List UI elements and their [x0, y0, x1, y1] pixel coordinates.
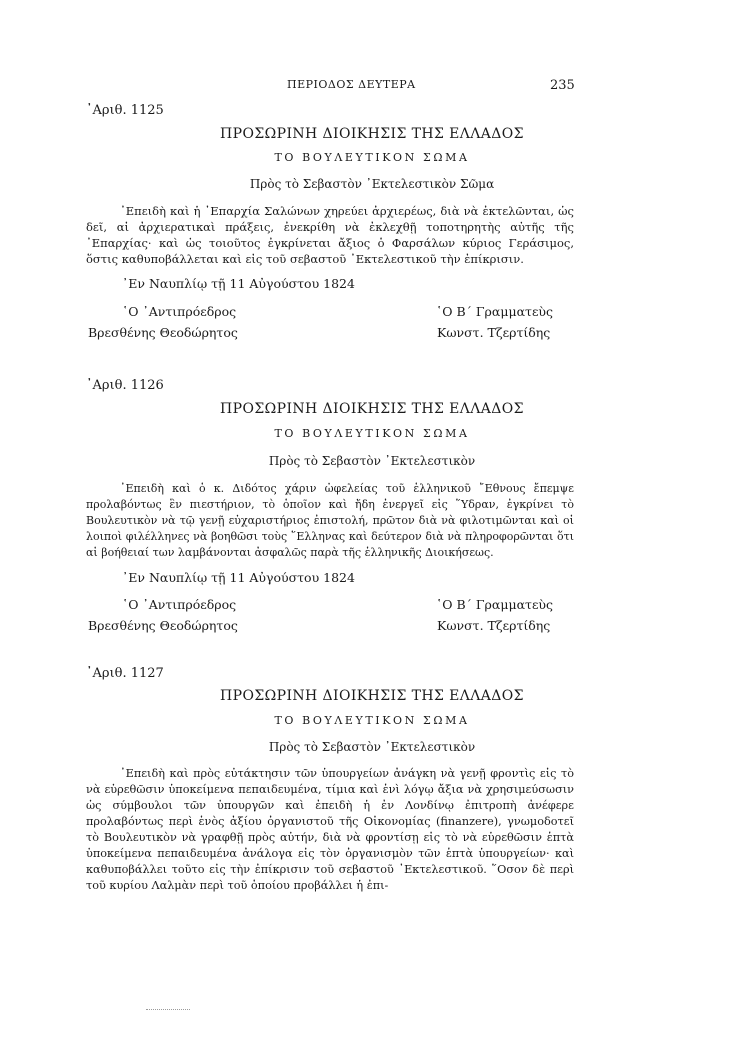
- signatory-left-role: ῾Ο ᾿Αντιπρόεδρος: [122, 597, 237, 612]
- entry-body: ᾿Επειδὴ καὶ πρὸς εὐτάκτησιν τῶν ὑπουργείων ἀνάγκη νὰ γενῇ φροντὶς εἰς τὸ νὰ εὑρεθῶσιν ὑποκείμενα πεπαιδευμένα, τίμια καὶ ἑνὶ λόγῳ ἄξια νὰ χρησιμεύσωσιν ὡς σύμβουλοι τῶν ὑπουργῶν καὶ ἐπειδὴ ἡ ἐν Λονδίνῳ ἐπιτροπὴ ἀνέφερε προλαβόντως περὶ ἑνὸς ἀξίου ὀργανιστοῦ τῆς Οἰκονομίας (finanzere), γνωμοδοτεῖ τὸ Βουλευτικὸν νὰ γραφθῇ πρὸς αὐτήν, διὰ νὰ φροντίσῃ εἰς τὸ νὰ εὑρεθῶσιν ἑπτὰ ὑποκείμενα πεπαιδευμένα ἀνάλογα εἰς τὸν ὀργανισμὸν τῶν ἑπτὰ ὑπουργείων· καὶ καθυποβάλλει τοῦτο εἰς τὴν ἐπίκρισιν τοῦ σεβαστοῦ ᾿Εκτελεστικοῦ. ῞Οσον δὲ περὶ τοῦ κυρίου Λαλμὰν περὶ τοῦ ὁποίου προβάλλει ἡ ἐπι-: [86, 767, 574, 892]
- entry-addressee: Πρὸς τὸ Σεβαστὸν ᾿Εκτελεστικὸν: [268, 740, 476, 754]
- entry-addressee: Πρὸς τὸ Σεβαστὸν ᾿Εκτελεστικὸν: [268, 454, 476, 468]
- running-title: ΠΕΡΙΟΔΟΣ ΔΕΥΤΕΡΑ: [287, 78, 416, 91]
- page-number: 235: [550, 78, 575, 93]
- entry-number: ᾿Αριθ. 1126: [86, 378, 164, 393]
- entry-title: ΠΡΟΣΩΡΙΝΗ ΔΙΟΙΚΗΣΙΣ ΤΗΣ ΕΛΛΑΔΟΣ: [220, 401, 524, 417]
- signatory-right-role: ῾Ο Β΄ Γραμματεὺς: [436, 597, 554, 612]
- entry-subtitle: ΤΟ ΒΟΥΛΕΥΤΙΚΟΝ ΣΩΜΑ: [274, 151, 470, 164]
- entry-date: ᾿Εν Ναυπλίῳ τῇ 11 Αὐγούστου 1824: [122, 276, 355, 291]
- entry-number: ᾿Αριθ. 1125: [86, 103, 164, 118]
- signatory-left-name: Βρεσθένης Θεοδώρητος: [88, 325, 238, 340]
- entry-subtitle: ΤΟ ΒΟΥΛΕΥΤΙΚΟΝ ΣΩΜΑ: [274, 427, 470, 440]
- entry-body: ᾿Επειδὴ καὶ ἡ ᾿Επαρχία Σαλώνων χηρεύει ἀρχιερέως, διὰ νὰ ἐκτελῶνται, ὡς δεῖ, αἱ ἀρχιερατικαὶ πράξεις, ἐνεκρίθη νὰ ἐκλεχθῇ τοποτηρητὴς αὐτῆς τῆς ᾿Επαρχίας· καὶ ὡς τοιοῦτος ἐγκρίνεται ἄξιος ὁ Φαρσάλων κύριος Γεράσιμος, ὅστις καθυποβάλλεται καὶ εἰς τοῦ σεβαστοῦ ᾿Εκτελεστικοῦ τὴν ἐπίκρισιν.: [86, 204, 574, 266]
- entry-title: ΠΡΟΣΩΡΙΝΗ ΔΙΟΙΚΗΣΙΣ ΤΗΣ ΕΛΛΑΔΟΣ: [220, 126, 524, 142]
- signatory-left-role: ῾Ο ᾿Αντιπρόεδρος: [122, 304, 237, 319]
- signatory-left-name: Βρεσθένης Θεοδώρητος: [88, 618, 238, 633]
- signatory-right-name: Κωνστ. Τζερτίδης: [437, 618, 551, 633]
- entry-number: ᾿Αριθ. 1127: [86, 666, 164, 681]
- entry-subtitle: ΤΟ ΒΟΥΛΕΥΤΙΚΟΝ ΣΩΜΑ: [274, 714, 470, 727]
- signatory-right-role: ῾Ο Β΄ Γραμματεὺς: [436, 304, 554, 319]
- entry-title: ΠΡΟΣΩΡΙΝΗ ΔΙΟΙΚΗΣΙΣ ΤΗΣ ΕΛΛΑΔΟΣ: [220, 688, 524, 704]
- entry-addressee: Πρὸς τὸ Σεβαστὸν ᾿Εκτελεστικὸν Σῶμα: [249, 177, 495, 191]
- signatory-right-name: Κωνστ. Τζερτίδης: [437, 325, 551, 340]
- entry-body: ᾿Επειδὴ καὶ ὁ κ. Διδότος χάριν ὠφελείας τοῦ ἑλληνικοῦ ῎Εθνους ἔπεμψε προλαβόντως ἓν πιεστήριον, τὸ ὁποῖον καὶ ἤδη ἐνεργεῖ εἰς ῞Υδραν, ἐγκρίνει τὸ Βουλευτικὸν νὰ τῷ γενῇ εὐχαριστήριος ἐπιστολή, πρῶτον διὰ νὰ φιλοτιμῶνται καὶ οἱ λοιποὶ φιλέλληνες νὰ βοηθῶσι τοὺς ῞Ελληνας καὶ δεύτερον διὰ νὰ πληροφορῶνται ὅτι αἱ βοήθειαί των λαμβάνονται ἀσφαλῶς παρὰ τῆς ἑλληνικῆς Διοικήσεως.: [86, 482, 574, 559]
- footer-rule: [146, 1009, 190, 1010]
- entry-date: ᾿Εν Ναυπλίῳ τῇ 11 Αὐγούστου 1824: [122, 570, 355, 585]
